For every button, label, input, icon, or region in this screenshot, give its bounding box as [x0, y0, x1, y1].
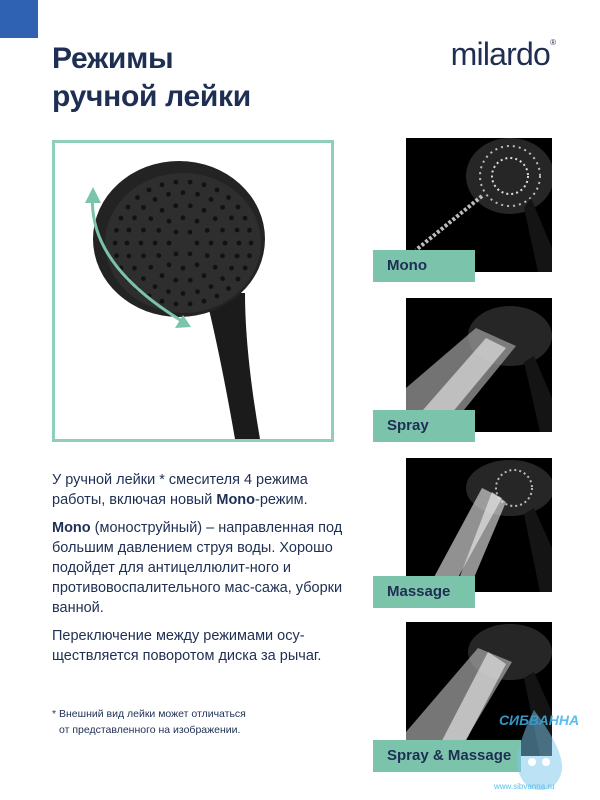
page-title	[52, 40, 251, 116]
brand-logo: milardo	[450, 36, 550, 72]
description	[52, 470, 352, 674]
mode-massage-image	[406, 458, 552, 592]
description-paragraph-1: У ручной лейки * смесителя 4 режима работы, включая новый Mono-режим.	[52, 472, 308, 508]
mode-label-spray: Spray	[373, 410, 475, 442]
hero-shower-image	[52, 140, 334, 442]
title-line-2: ручной лейки	[52, 80, 251, 113]
watermark-text: СИБВАННА	[498, 712, 580, 728]
mode-label-massage: Massage	[373, 576, 475, 608]
title-line-1: Режимы	[52, 42, 174, 75]
footnote	[52, 706, 292, 738]
mode-label-mono: Mono	[373, 250, 475, 282]
watermark-url: www.sibvanna.ru	[494, 782, 555, 791]
mono-highlight: Mono	[216, 492, 256, 508]
water-drop-mascot-icon	[484, 690, 594, 796]
footnote-line-1: * Внешний вид лейки может отличаться	[52, 708, 246, 720]
corner-accent	[0, 0, 38, 38]
description-paragraph-2: Mono (моноструйный) – направленная под большим давлением струя воды. Хорошо подойдет для антицеллюлит-ного и противовоспалительного мас-сажа, уборки ванной.	[52, 520, 343, 616]
mono-term: Mono	[52, 520, 91, 536]
shower-head-illustration	[55, 143, 331, 439]
brand-registered-mark: ®	[550, 38, 556, 47]
mode-label-spray-massage: Spray & Massage	[373, 740, 521, 772]
watermark	[484, 690, 594, 796]
footnote-line-2: от представленного на изображении.	[59, 724, 241, 736]
description-paragraph-3: Переключение между режимами осу-ществляется поворотом диска за рычаг.	[52, 628, 322, 664]
